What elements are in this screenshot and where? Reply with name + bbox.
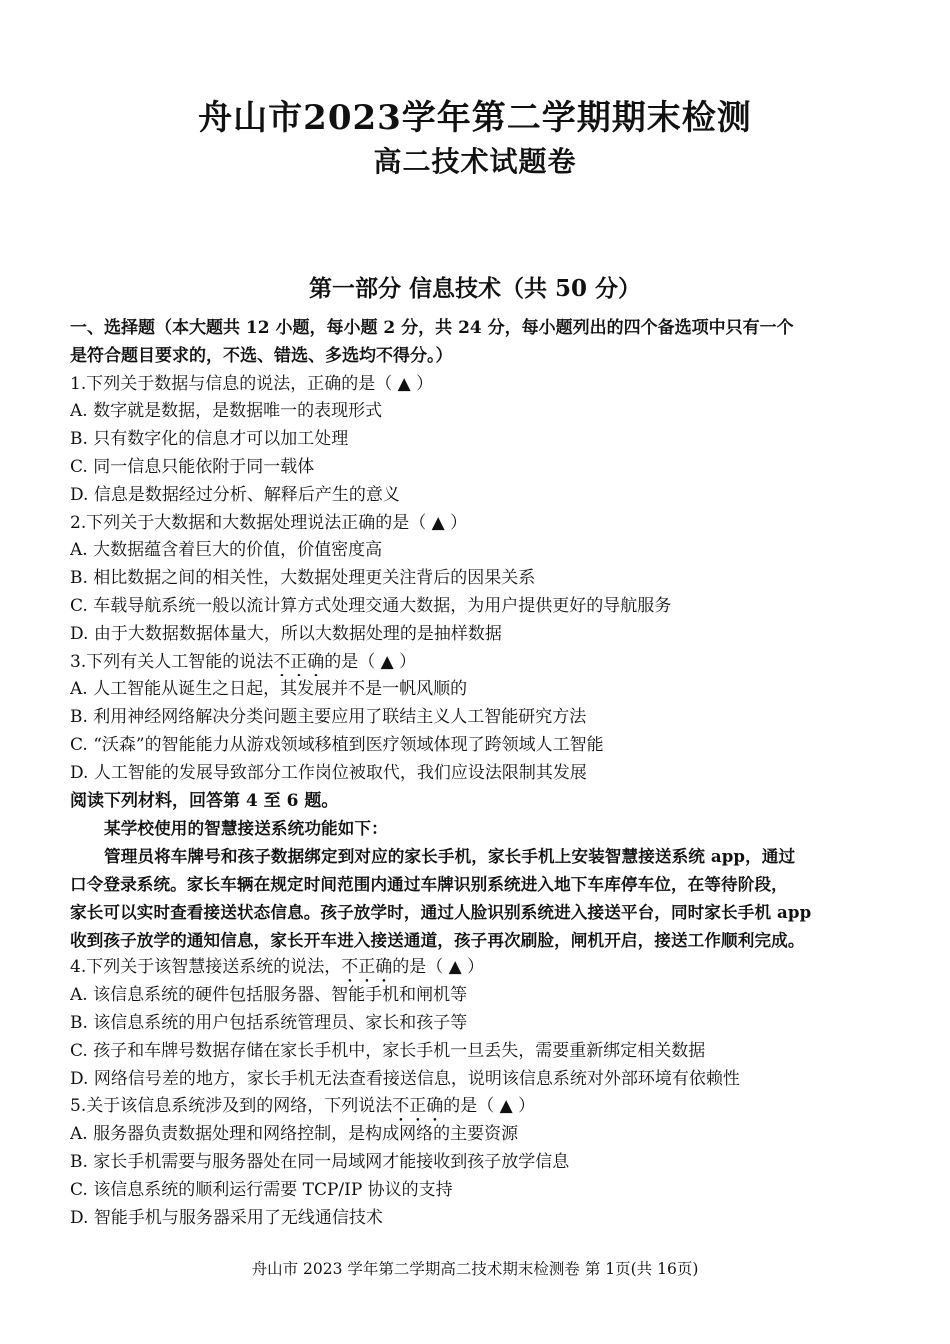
question-4-option-c: C. 孩子和车牌号数据存储在家长手机中，家长手机一旦丢失，需要重新绑定相关数据	[70, 1040, 706, 1061]
question-3-option-d: D. 人工智能的发展导致部分工作岗位被取代，我们应设法限制其发展	[70, 762, 587, 783]
question-3-option-a: A. 人工智能从诞生之日起，其发展并不是一帆风顺的	[70, 679, 468, 700]
question-2-stem: 2.下列关于大数据和大数据处理说法正确的是（ ▲ ）	[70, 512, 468, 533]
question-2-option-c: C. 车载导航系统一般以流计算方式处理交通大数据，为用户提供更好的导航服务	[70, 595, 672, 616]
material-line: 某学校使用的智慧接送系统功能如下：	[104, 818, 388, 839]
question-3-option-b: B. 利用神经网络解决分类问题主要应用了联结主义人工智能研究方法	[70, 707, 587, 728]
stem-text: 3.下列有关人工智能的说法	[70, 651, 274, 672]
question-1-option-b: B. 只有数字化的信息才可以加工处理	[70, 429, 349, 450]
question-2-option-d: D. 由于大数据数据体量大，所以大数据处理的是抽样数据	[70, 623, 502, 644]
question-2-option-b: B. 相比数据之间的相关性，大数据处理更关注背后的因果关系	[70, 568, 536, 589]
question-4-option-b: B. 该信息系统的用户包括系统管理员、家长和孩子等	[70, 1012, 468, 1033]
question-4-option-d: D. 网络信号差的地方，家长手机无法查看接送信息，说明该信息系统对外部环境有依赖性	[70, 1068, 740, 1089]
question-2-option-a: A. 大数据蕴含着巨大的价值，价值密度高	[70, 540, 383, 561]
material-line: 口令登录系统。家长车辆在规定时间范围内通过车牌识别系统进入地下车库停车位，在等待阶段，	[70, 873, 788, 894]
question-4-option-a: A. 该信息系统的硬件包括服务器、智能手机和闸机等	[70, 985, 468, 1006]
material-line: 收到孩子放学的通知信息，家长开车进入接送通道，孩子再次刷脸，闸机开启，接送工作顺利完成。	[70, 929, 805, 950]
stem-text: 的是（ ▲ ）	[392, 957, 485, 978]
stem-text: 的是（ ▲ ）	[324, 651, 417, 672]
section-intro-line: 是符合题目要求的，不选、错选、多选均不得分。）	[70, 345, 453, 366]
emphasis-mark: 不正确	[273, 651, 325, 672]
question-1-option-a: A. 数字就是数据，是数据唯一的表现形式	[70, 401, 383, 422]
question-5-option-d: D. 智能手机与服务器采用了无线通信技术	[70, 1207, 383, 1228]
emphasis-mark: 不正确	[392, 1096, 444, 1117]
question-3-option-c: C. “沃森”的智能能力从游戏领域移植到医疗领域体现了跨领域人工智能	[70, 734, 604, 755]
stem-text: 5.关于该信息系统涉及到的网络，下列说法	[70, 1096, 393, 1117]
part-title: 第一部分 信息技术（共 50 分）	[308, 275, 642, 302]
question-1-stem: 1.下列关于数据与信息的说法，正确的是（ ▲ ）	[70, 373, 434, 394]
question-1-option-c: C. 同一信息只能依附于同一载体	[70, 456, 315, 477]
section-intro-line: 一、选择题（本大题共 12 小题，每小题 2 分，共 24 分，每小题列出的四个备选项中只有一个	[70, 318, 794, 338]
question-5-option-b: B. 家长手机需要与服务器处在同一局域网才能接收到孩子放学信息	[70, 1151, 570, 1172]
page-subtitle: 高二技术试题卷	[373, 145, 577, 178]
page-title: 舟山市2023学年第二学期期末检测	[198, 98, 752, 138]
page-footer: 舟山市 2023 学年第二学期高二技术期末检测卷 第 1页(共 16页)	[251, 1260, 699, 1278]
question-4-stem	[70, 954, 885, 982]
question-1-option-d: D. 信息是数据经过分析、解释后产生的意义	[70, 484, 400, 505]
exam-content	[70, 315, 885, 1232]
material-line: 家长可以实时查看接送状态信息。孩子放学时，通过人脸识别系统进入接送平台，同时家长手机 app	[70, 901, 812, 922]
question-5-stem	[70, 1093, 885, 1121]
emphasis-mark: 不正确	[341, 957, 393, 978]
material-line: 管理员将车牌号和孩子数据绑定到对应的家长手机，家长手机上安装智慧接送系统 app，通过	[104, 846, 796, 867]
stem-text: 的是（ ▲ ）	[443, 1096, 536, 1117]
question-5-option-a: A. 服务器负责数据处理和网络控制，是构成网络的主要资源	[70, 1124, 519, 1145]
question-5-option-c: C. 该信息系统的顺利运行需要 TCP/IP 协议的支持	[70, 1179, 453, 1200]
stem-text: 4.下列关于该智慧接送系统的说法，	[70, 957, 342, 978]
question-3-stem	[70, 649, 885, 677]
reading-intro: 阅读下列材料，回答第 4 至 6 题。	[70, 790, 339, 811]
